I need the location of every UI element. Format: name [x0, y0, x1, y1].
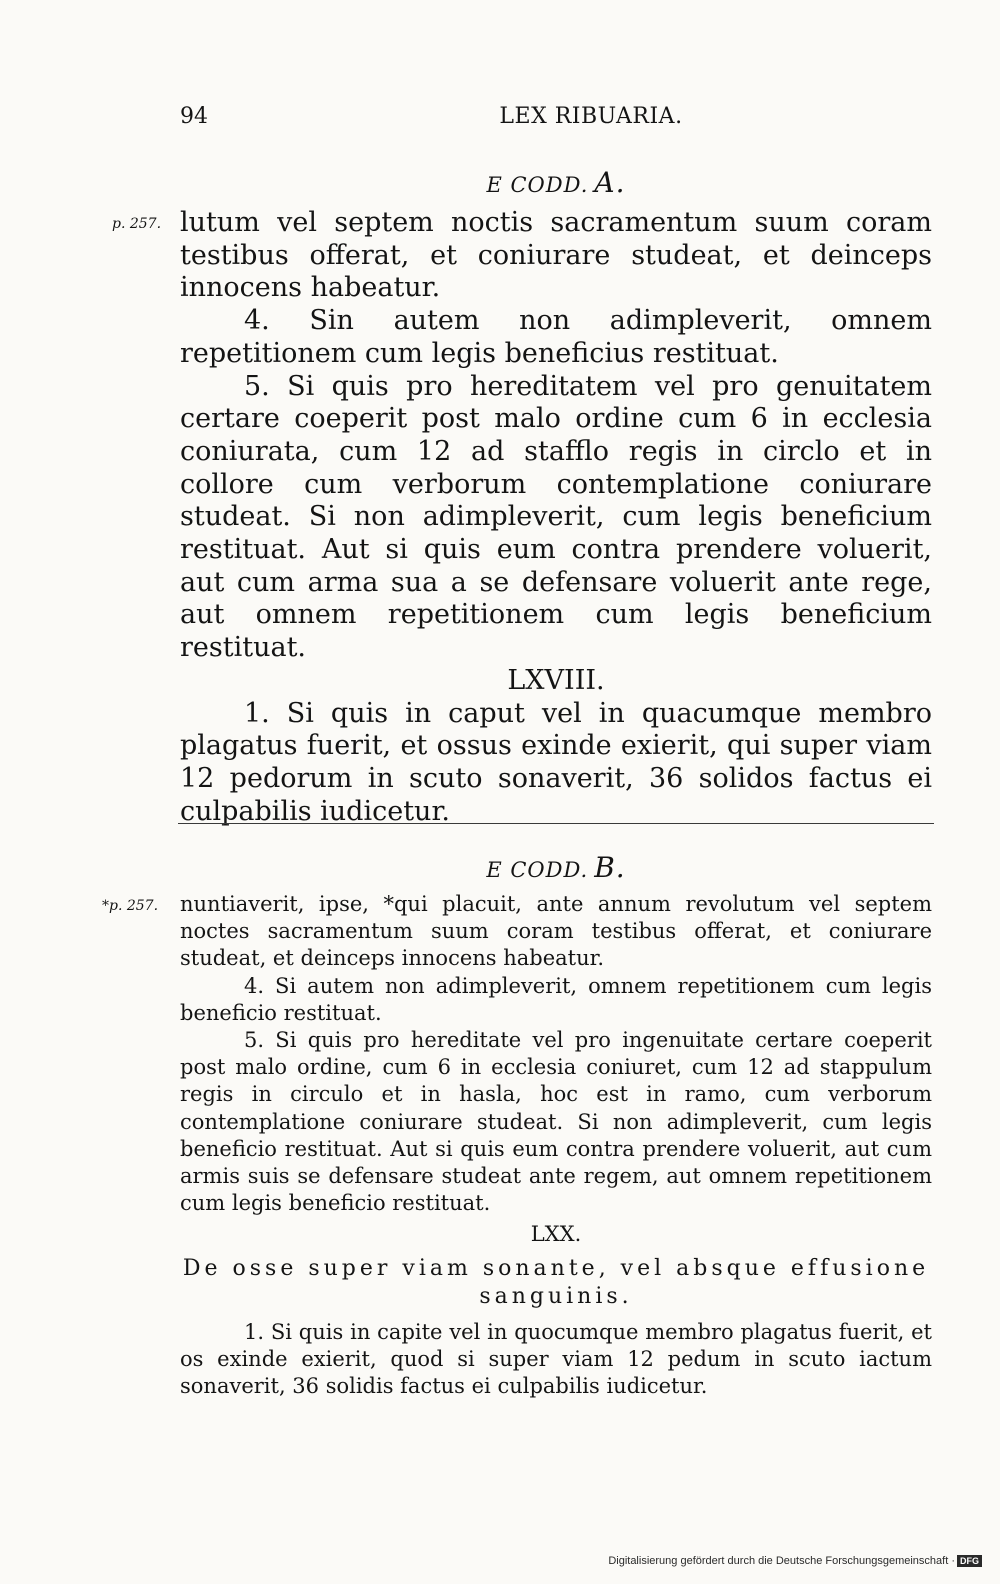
section-heading-text: E CODD.	[486, 858, 589, 882]
paragraph: lutum vel septem noctis sacramentum suum coram testibus offerat, et coniurare studeat, et deinceps innocens habeatur.	[180, 207, 932, 304]
credit-text: Digitalisierung gefördert durch die Deutsche Forschungsgemeinschaft ·	[608, 1555, 955, 1567]
page-header	[180, 104, 932, 140]
text-block-a	[180, 207, 932, 828]
paragraph: 1. Si quis in caput vel in quacumque membro plagatus fuerit, et ossus exinde exierit, qui super viam 12 pedorum in scuto sonaverit, 36 solidos factus ei culpabilis iudicetur.	[180, 697, 932, 827]
text-block-b	[180, 891, 932, 1400]
section-heading-text: E CODD.	[486, 173, 589, 197]
running-title: LEX RIBUARIA.	[499, 104, 683, 129]
chapter-number: LXVIII.	[507, 664, 605, 696]
paragraph: 5. Si quis pro hereditatem vel pro genuitatem certare coeperit post malo ordine cum 6 in ecclesia coniurata, cum 12 ad stafflo regis in circlo et in collore cum verborum contemplatione coniurare studeat. Si non adimpleverit, cum legis beneficium restituat. Aut si quis eum contra prendere voluerit, aut cum arma sua a se defensare voluerit ante rege, aut omnem repetitionem cum legis beneficium restituat.	[180, 370, 932, 664]
chapter-number: LXX.	[530, 1222, 582, 1247]
paragraph: 4. Sin autem non adimpleverit, omnem repetitionem cum legis beneficius restituat.	[180, 305, 932, 369]
paragraph: 1. Si quis in capite vel in quocumque membro plagatus fuerit, et os exinde exierit, quod si super viam 12 pedum in scuto iactum sonaverit, 36 solidis factus ei culpabilis iudicetur.	[180, 1319, 932, 1399]
section-heading-a	[180, 166, 932, 199]
paragraph: 5. Si quis pro hereditate vel pro ingenuitate certare coeperit post malo ordine, cum 6 in ecclesia coniuret, cum 12 ad stappulum regis in circulo et in hasla, hoc est in ramo, cum verborum contemplatione coniurare studeat. Si non adimpleverit, cum legis beneficio restituat. Aut si quis eum contra prendere voluerit, aut cum armis suis se defensare studeat ante regem, aut omnem repetitionem cum legis beneficio restituat.	[180, 1028, 932, 1216]
paragraph: nuntiaverit, ipse, *qui placuit, ante annum revolutum vel septem noctes sacramentum suum coram testibus offerat, et coniurare studeat, et deinceps innocens habeatur.	[180, 892, 932, 971]
margin-reference-b: *p. 257.	[102, 898, 159, 914]
digitization-credit	[608, 1555, 982, 1567]
chapter-rubric: De osse super viam sonante, vel absque effusione sanguinis.	[182, 1255, 930, 1309]
section-letter: A.	[594, 166, 626, 199]
dfg-logo: DFG	[957, 1555, 982, 1567]
section-divider	[178, 823, 934, 824]
margin-reference-a: p. 257.	[112, 216, 162, 232]
page-number: 94	[180, 104, 208, 129]
paragraph: 4. Si autem non adimpleverit, omnem repetitionem cum legis beneficio restituat.	[180, 973, 932, 1025]
section-letter: B.	[594, 851, 626, 884]
section-heading-b	[180, 851, 932, 884]
